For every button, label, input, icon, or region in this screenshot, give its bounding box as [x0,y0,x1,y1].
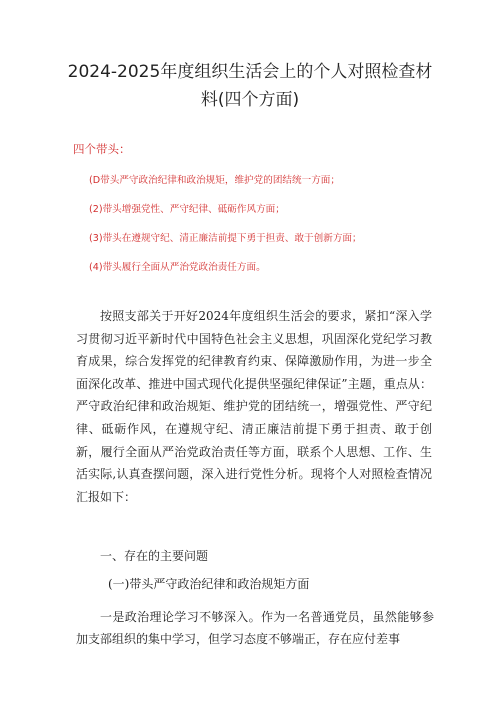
heads-label: 四个带头： [73,142,131,156]
title-line-1: 2024-2025年度组织生活会上的个人对照检查材 [67,62,433,82]
title-line-2: 料(四个方面) [200,90,300,110]
subsection-heading: (一)带头严守政治纪律和政治规矩方面 [108,577,310,591]
document-title [60,58,440,114]
head-item-4: (4)带头履行全面从严治党政治责任方面。 [89,262,266,273]
head-item-1: (D带头严守政治纪律和政治规矩，维护党的团结统一方面； [89,175,340,186]
section-heading: 一、存在的主要问题 [100,549,209,563]
head-item-3: (3)带头在遵规守纪、清正廉洁前提下勇于担责、敢于创新方面； [89,233,362,244]
paragraph-2: 一是政治理论学习不够深入。作为一名普通党员，虽然能够参加支部组织的集中学习，但学习态度不够端正，存在应付差事 [76,610,434,646]
intro-paragraph: 按照支部关于开好2024年度组织生活会的要求，紧扣“深入学习贯彻习近平新时代中国特色社会主义思想，巩固深化党纪学习教育成果，综合发挥党的纪律教育约束、保障激励作用，为进一步全面深化改革、推进中国式现代化提供坚强纪律保证”主题，重点从：严守政治纪律和政治规矩、维护党的团结统一，增强党性、严守纪律、砥砺作风，在遵规守纪、清正廉洁前提下勇于担责、敢于创新，履行全面从严治党政治责任等方面，联系个人思想、工作、生活实际,认真查摆问题，深入进行党性分析。现将个人对照检查情况汇报如下： [76,309,432,504]
head-item-2: (2)带头增强党性、严守纪律、砥砺作风方面； [89,204,285,215]
